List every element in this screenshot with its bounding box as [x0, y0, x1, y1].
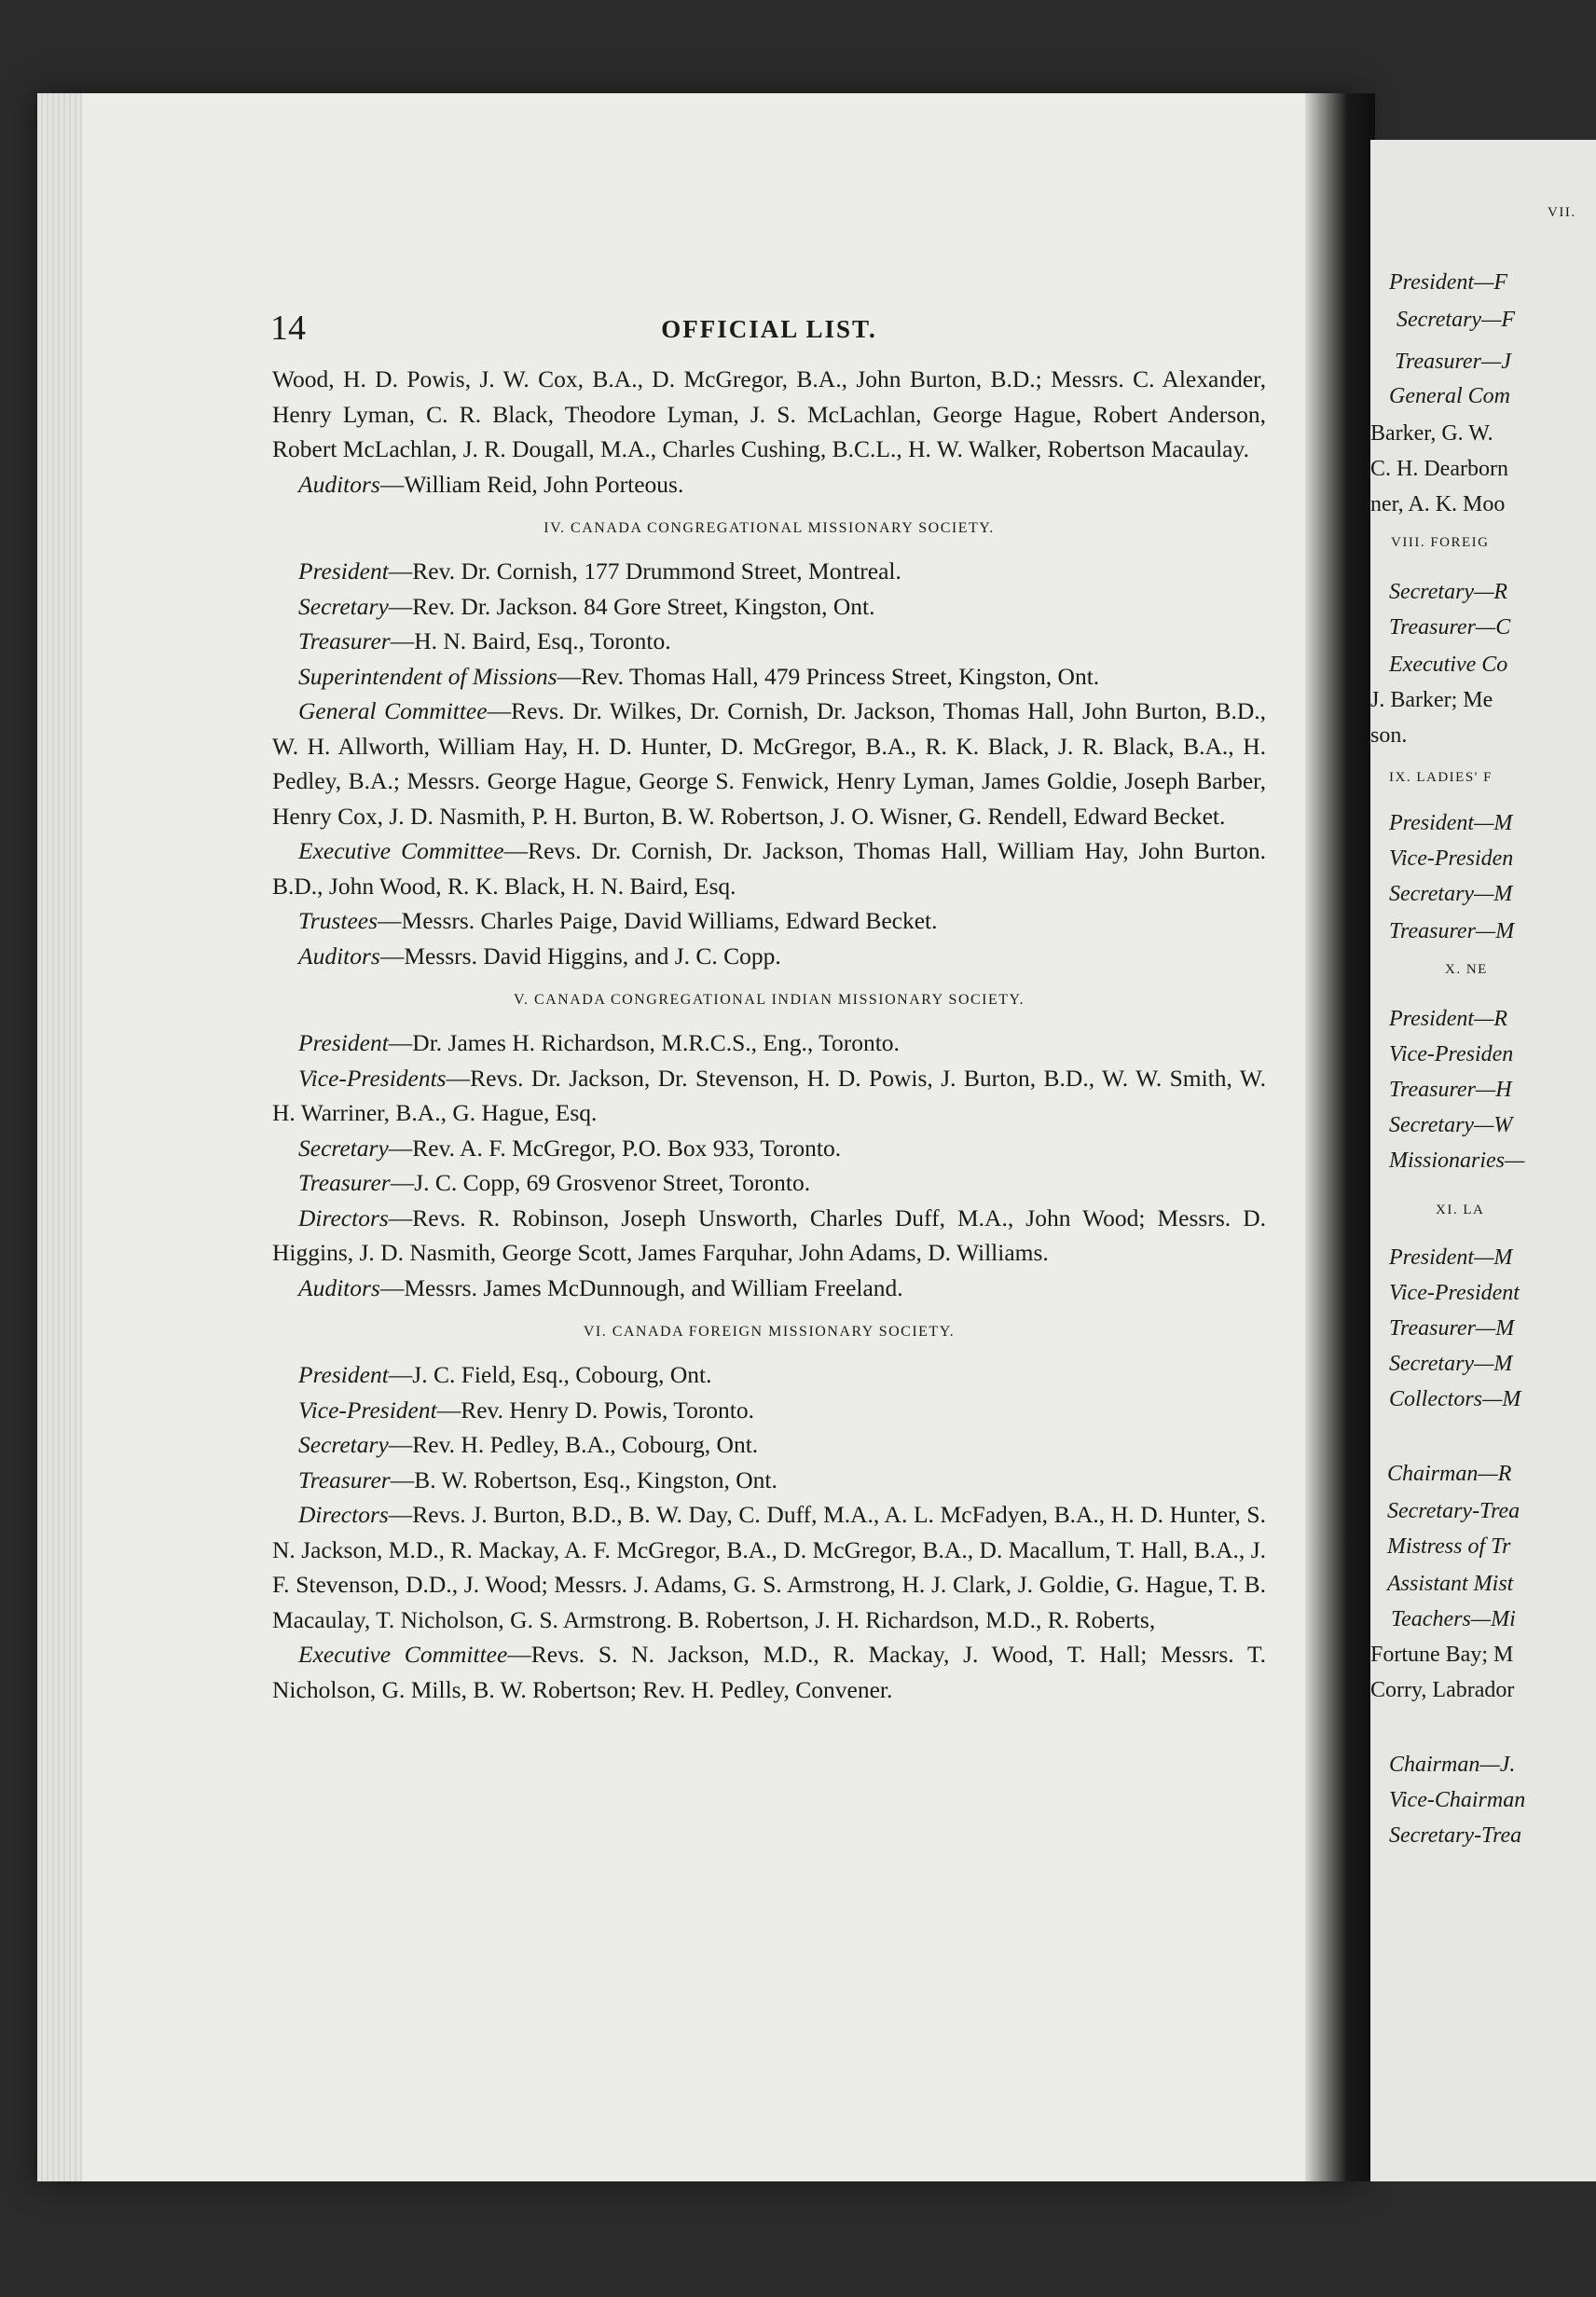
- right-page-line: Executive Co: [1389, 653, 1508, 677]
- entry-label: Superintendent of Missions: [298, 662, 557, 690]
- entry-value: J. C. Field, Esq., Cobourg, Ont.: [412, 1361, 712, 1388]
- entry-value: Rev. Dr. Cornish, 177 Drummond Street, Montreal.: [412, 557, 901, 585]
- section-heading: V. CANADA CONGREGATIONAL INDIAN MISSIONARY SOCIETY.: [513, 992, 1025, 1008]
- right-page-line: Secretary-Trea: [1389, 1823, 1522, 1848]
- section-heading: VI. CANADA FOREIGN MISSIONARY SOCIETY.: [583, 1324, 956, 1340]
- right-page-line: Corry, Labrador: [1370, 1678, 1515, 1702]
- page-number: 14: [270, 309, 306, 348]
- right-page-line: Secretary-Trea: [1387, 1499, 1520, 1523]
- entry-label: Directors: [298, 1204, 389, 1231]
- entry-vice-president: Vice-President—Rev. Henry D. Powis, Toronto.: [298, 1396, 755, 1424]
- right-page-line: President—M: [1389, 1245, 1513, 1270]
- entry-label: Secretary: [298, 1134, 389, 1162]
- entry-value: Revs. J. Burton, B.D., B. W. Day, C. Duff, M.A., A. L. McFadyen, B.A., H. D. Hunter, S. N. Jackson, M.D., R. Mackay, A. F. McGregor, B.A., D. McGregor, B.A., D. Macallum, T. Hall, B.A., J. F. Stevenson, D.D., J. Wood; Messrs. J. Adams, G. S. Armstrong, H. J. Clark, J. Goldie, G. Hague, T. B. Macaulay, T. Nicholson, G. S. Armstrong. B. Robertson, J. H. Richardson, M.D., R. Roberts,: [272, 1501, 1266, 1633]
- running-head: OFFICIAL LIST.: [661, 315, 877, 343]
- entry-executive-committee: Executive Committee—Revs. Dr. Cornish, Dr. Jackson, Thomas Hall, William Hay, John Burton. B.D., John Wood, R. K. Black, H. N. Baird, Esq.: [272, 837, 1266, 900]
- entry-value: Dr. James H. Richardson, M.R.C.S., Eng., Toronto.: [412, 1029, 900, 1056]
- entry-value: Rev. A. F. McGregor, P.O. Box 933, Toronto.: [412, 1134, 842, 1162]
- continuation-paragraph: Wood, H. D. Powis, J. W. Cox, B.A., D. McGregor, B.A., John Burton, B.D.; Messrs. C. Alexander, Henry Lyman, C. R. Black, Theodore Lyman, J. S. McLachlan, George Hague, Robert Anderson, Robert McLachlan, J. R. Dougall, M.A., Charles Cushing, B.C.L., H. W. Walker, Robertson Macaulay.: [272, 365, 1266, 462]
- entry-label: Treasurer: [298, 1465, 391, 1493]
- entry-treasurer: Treasurer—B. W. Robertson, Esq., Kingston, Ont.: [298, 1465, 777, 1493]
- entry-value: Rev. H. Pedley, B.A., Cobourg, Ont.: [412, 1431, 759, 1458]
- right-page-line: Vice-Presiden: [1389, 1042, 1514, 1066]
- right-page-line: son.: [1370, 723, 1408, 748]
- entry-label: Vice-President: [298, 1396, 437, 1424]
- entry-label: President: [298, 1361, 389, 1388]
- entry-label: President: [298, 1029, 389, 1056]
- entry-directors: Directors—Revs. R. Robinson, Joseph Unsworth, Charles Duff, M.A., John Wood; Messrs. D. Higgins, J. D. Nasmith, George Scott, James Farquhar, John Adams, D. Williams.: [272, 1204, 1266, 1266]
- page-body: [272, 362, 1266, 1707]
- entry-secretary: Secretary—Rev. A. F. McGregor, P.O. Box 933, Toronto.: [298, 1134, 842, 1162]
- right-page-line: Treasurer—C: [1389, 615, 1511, 640]
- right-section-heading: VII.: [1548, 205, 1576, 220]
- entry-label: Vice-Presidents: [298, 1064, 447, 1092]
- right-page-line: Vice-Presiden: [1389, 846, 1514, 871]
- right-page: [1370, 140, 1596, 2181]
- book-gutter: [1305, 93, 1375, 2181]
- entry-executive-committee: Executive Committee—Revs. S. N. Jackson, M.D., R. Mackay, J. Wood, T. Hall; Messrs. T. Nicholson, G. Mills, B. W. Robertson; Rev. H. Pedley, Convener.: [272, 1641, 1266, 1703]
- right-page-line: Treasurer—M: [1389, 919, 1515, 943]
- entry-value: H. N. Baird, Esq., Toronto.: [414, 627, 671, 654]
- right-page-line: Chairman—J.: [1389, 1753, 1516, 1777]
- entry-label: Directors: [298, 1501, 389, 1528]
- entry-label: Trustees: [298, 907, 378, 934]
- entry-label: Executive Committee: [298, 1641, 508, 1668]
- right-page-line: Secretary—M: [1389, 1352, 1513, 1376]
- right-page-line: Secretary—R: [1389, 580, 1508, 604]
- right-page-line: C. H. Dearborn: [1370, 457, 1508, 481]
- page-header: [270, 308, 1268, 364]
- entry-value: Rev. Thomas Hall, 479 Princess Street, Kingston, Ont.: [581, 662, 1100, 690]
- entry-auditors: Auditors—Messrs. David Higgins, and J. C. Copp.: [298, 942, 781, 970]
- right-page-line: J. Barker; Me: [1370, 688, 1493, 712]
- entry-general-committee: General Committee—Revs. Dr. Wilkes, Dr. Cornish, Dr. Jackson, Thomas Hall, John Burton, B.D., W. H. Allworth, William Hay, H. D. Hunter, D. McGregor, B.A., R. K. Black, J. R. Black, B.A., H. Pedley, B.A.; Messrs. George Hague, George S. Fenwick, Henry Lyman, James Goldie, Joseph Barber, Henry Cox, J. D. Nasmith, P. H. Burton, B. W. Robertson, J. O. Wisner, G. Rendell, Edward Becket.: [272, 697, 1266, 830]
- entry-value: Rev. Dr. Jackson. 84 Gore Street, Kingston, Ont.: [412, 592, 875, 620]
- entry-secretary: Secretary—Rev. H. Pedley, B.A., Cobourg, Ont.: [298, 1431, 759, 1458]
- entry-treasurer: Treasurer—J. C. Copp, 69 Grosvenor Street, Toronto.: [298, 1169, 811, 1196]
- entry-value: J. C. Copp, 69 Grosvenor Street, Toronto.: [414, 1169, 811, 1196]
- right-page-line: Vice-Chairman: [1389, 1788, 1526, 1812]
- entry-trustees: Trustees—Messrs. Charles Paige, David Williams, Edward Becket.: [298, 907, 938, 934]
- entry-label: Auditors: [298, 1273, 380, 1301]
- entry-label: Treasurer: [298, 627, 391, 654]
- entry-auditors: Auditors—Messrs. James McDunnough, and William Freeland.: [298, 1273, 903, 1301]
- entry-label: Auditors: [298, 942, 380, 970]
- right-page-line: Chairman—R: [1387, 1462, 1512, 1486]
- entry-president: President—J. C. Field, Esq., Cobourg, Ont.: [298, 1361, 712, 1388]
- right-page-line: Treasurer—J: [1395, 350, 1511, 374]
- right-page-line: President—F: [1389, 270, 1508, 295]
- entry-value: Revs. Dr. Wilkes, Dr. Cornish, Dr. Jackson, Thomas Hall, John Burton, B.D., W. H. Allworth, William Hay, H. D. Hunter, D. McGregor, B.A., R. K. Black, J. R. Black, B.A., H. Pedley, B.A.; Messrs. George Hague, George S. Fenwick, Henry Lyman, James Goldie, Joseph Barber, Henry Cox, J. D. Nasmith, P. H. Burton, B. W. Robertson, J. O. Wisner, G. Rendell, Edward Becket.: [272, 697, 1266, 830]
- right-page-line: Collectors—M: [1389, 1387, 1521, 1411]
- entry-value: William Reid, John Porteous.: [404, 470, 684, 498]
- entry-label: Secretary: [298, 592, 389, 620]
- entry-president: President—Dr. James H. Richardson, M.R.C.S., Eng., Toronto.: [298, 1029, 900, 1056]
- entry-label: Treasurer: [298, 1169, 391, 1196]
- entry-value: Messrs. James McDunnough, and William Freeland.: [404, 1273, 903, 1301]
- entry-value: Revs. R. Robinson, Joseph Unsworth, Charles Duff, M.A., John Wood; Messrs. D. Higgins, J. D. Nasmith, George Scott, James Farquhar, John Adams, D. Williams.: [272, 1204, 1266, 1266]
- entry-treasurer: Treasurer—H. N. Baird, Esq., Toronto.: [298, 627, 671, 654]
- right-page-line: Mistress of Tr: [1387, 1534, 1511, 1559]
- right-page-line: Secretary—W: [1389, 1113, 1513, 1137]
- entry-value: Revs. S. N. Jackson, M.D., R. Mackay, J. Wood, T. Hall; Messrs. T. Nicholson, G. Mills, B. W. Robertson; Rev. H. Pedley, Convener.: [272, 1641, 1266, 1703]
- entry-value: Messrs. Charles Paige, David Williams, Edward Becket.: [401, 907, 938, 934]
- right-page-line: General Com: [1389, 384, 1510, 408]
- right-page-line: President—R: [1389, 1007, 1508, 1031]
- entry-value: Revs. Dr. Cornish, Dr. Jackson, Thomas Hall, William Hay, John Burton. B.D., John Wood, R. K. Black, H. N. Baird, Esq.: [272, 837, 1266, 900]
- entry-label: Executive Committee: [298, 837, 504, 864]
- right-page-line: Vice-President: [1389, 1281, 1520, 1305]
- right-section-heading: XI. LA: [1436, 1203, 1485, 1217]
- entry-label: Auditors: [298, 470, 380, 498]
- right-page-line: Treasurer—H: [1389, 1078, 1512, 1102]
- page-edges: [37, 93, 82, 2181]
- entry-superintendent: Superintendent of Missions—Rev. Thomas Hall, 479 Princess Street, Kingston, Ont.: [298, 662, 1100, 690]
- right-page-line: Barker, G. W.: [1370, 421, 1493, 446]
- entry-label: Secretary: [298, 1431, 389, 1458]
- entry-secretary: Secretary—Rev. Dr. Jackson. 84 Gore Street, Kingston, Ont.: [298, 592, 875, 620]
- entry-value: Rev. Henry D. Powis, Toronto.: [461, 1396, 755, 1424]
- entry-label: President: [298, 557, 389, 585]
- right-page-line: Teachers—Mi: [1391, 1607, 1516, 1631]
- entry-auditors: Auditors—William Reid, John Porteous.: [298, 470, 684, 498]
- right-page-line: Missionaries—: [1389, 1148, 1525, 1173]
- right-section-heading: VIII. FOREIG: [1391, 535, 1490, 550]
- entry-vice-presidents: Vice-Presidents—Revs. Dr. Jackson, Dr. Stevenson, H. D. Powis, J. Burton, B.D., W. W. Smith, W. H. Warriner, B.A., G. Hague, Esq.: [272, 1064, 1266, 1126]
- entry-value: Messrs. David Higgins, and J. C. Copp.: [404, 942, 781, 970]
- right-section-heading: IX. LADIES' F: [1389, 770, 1493, 785]
- section-heading: IV. CANADA CONGREGATIONAL MISSIONARY SOCIETY.: [543, 520, 995, 536]
- entry-value: B. W. Robertson, Esq., Kingston, Ont.: [414, 1465, 777, 1493]
- right-page-line: Secretary—F: [1396, 308, 1516, 332]
- right-page-line: Secretary—M: [1389, 882, 1513, 906]
- entry-value: Revs. Dr. Jackson, Dr. Stevenson, H. D. Powis, J. Burton, B.D., W. W. Smith, W. H. Warriner, B.A., G. Hague, Esq.: [272, 1064, 1266, 1126]
- right-page-line: ner, A. K. Moo: [1370, 492, 1506, 516]
- right-page-line: Assistant Mist: [1387, 1572, 1514, 1596]
- right-section-heading: X. NE: [1445, 962, 1488, 977]
- right-page-line: Treasurer—M: [1389, 1316, 1515, 1341]
- right-page-line: President—M: [1389, 811, 1513, 835]
- entry-label: General Committee: [298, 697, 488, 724]
- right-page-line: Fortune Bay; M: [1370, 1643, 1514, 1667]
- entry-president: President—Rev. Dr. Cornish, 177 Drummond Street, Montreal.: [298, 557, 901, 585]
- entry-directors: Directors—Revs. J. Burton, B.D., B. W. Day, C. Duff, M.A., A. L. McFadyen, B.A., H. D. Hunter, S. N. Jackson, M.D., R. Mackay, A. F. McGregor, B.A., D. McGregor, B.A., D. Macallum, T. Hall, B.A., J. F. Stevenson, D.D., J. Wood; Messrs. J. Adams, G. S. Armstrong, H. J. Clark, J. Goldie, G. Hague, T. B. Macaulay, T. Nicholson, G. S. Armstrong. B. Robertson, J. H. Richardson, M.D., R. Roberts,: [272, 1501, 1266, 1633]
